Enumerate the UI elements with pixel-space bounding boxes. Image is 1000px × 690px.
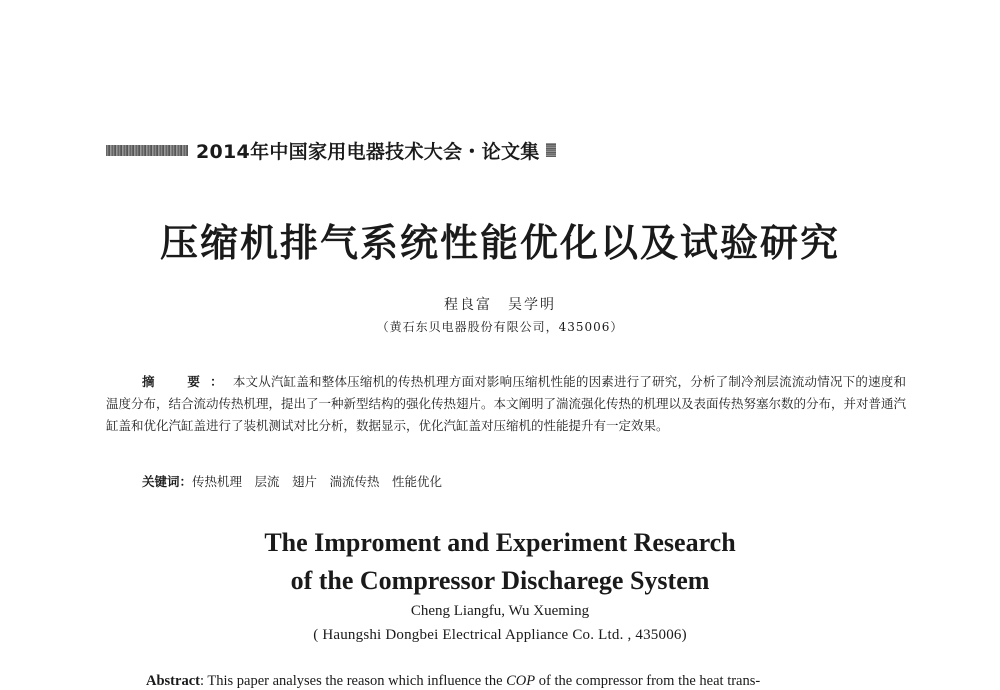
keywords-cn-text: 传热机理 层流 翅片 湍流传热 性能优化 (192, 474, 443, 489)
abstract-en-separator: : (199, 673, 208, 689)
abstract-en-text-pre: This paper analyses the reason which influence the (207, 673, 507, 689)
abstract-en-label: Abstract (146, 673, 200, 689)
abstract-en-text-post: of the compressor from the heat trans- (535, 673, 761, 689)
proceedings-title: 2014年中国家用电器技术大会・论文集 (196, 140, 540, 163)
abstract-cn (106, 371, 906, 437)
affiliation-cn: （黄石东贝电器股份有限公司，435006） (376, 320, 624, 334)
keywords-cn-label: 关键词： (142, 474, 193, 489)
header-ornament-small-icon (546, 143, 556, 157)
paper-title-en-line2: of the Compressor Discharege System (290, 566, 710, 595)
keywords-cn (142, 472, 442, 490)
abstract-cn-label: 摘 要： (142, 374, 233, 389)
proceedings-header (106, 137, 556, 163)
paper-title-en (0, 524, 1000, 600)
authors-en: Cheng Liangfu, Wu Xueming (410, 603, 590, 619)
abstract-en (146, 673, 906, 690)
header-ornament-icon (106, 145, 188, 156)
abstract-cn-text: 本文从汽缸盖和整体压缩机的传热机理方面对影响压缩机性能的因素进行了研究，分析了制冷剂层流流动情况下的速度和温度分布，结合流动传热机理，提出了一种新型结构的强化传热翅片。本文阐明了湍流强化传热的机理以及表面传热努塞尔数的分布，并对普通汽缸盖和优化汽缸盖进行了装机测试对比分析，数据显示，优化汽缸盖对压缩机的性能提升有一定效果。 (106, 374, 907, 433)
paper-title-en-line1: The Improment and Experiment Research (264, 528, 736, 557)
paper-title-cn: 压缩机排气系统性能优化以及试验研究 (159, 220, 840, 265)
affiliation-en: ( Haungshi Dongbei Electrical Appliance Co. Ltd. , 435006) (313, 627, 687, 643)
authors-cn: 程良富 吴学明 (444, 297, 556, 313)
abstract-en-cop: COP (506, 673, 536, 689)
